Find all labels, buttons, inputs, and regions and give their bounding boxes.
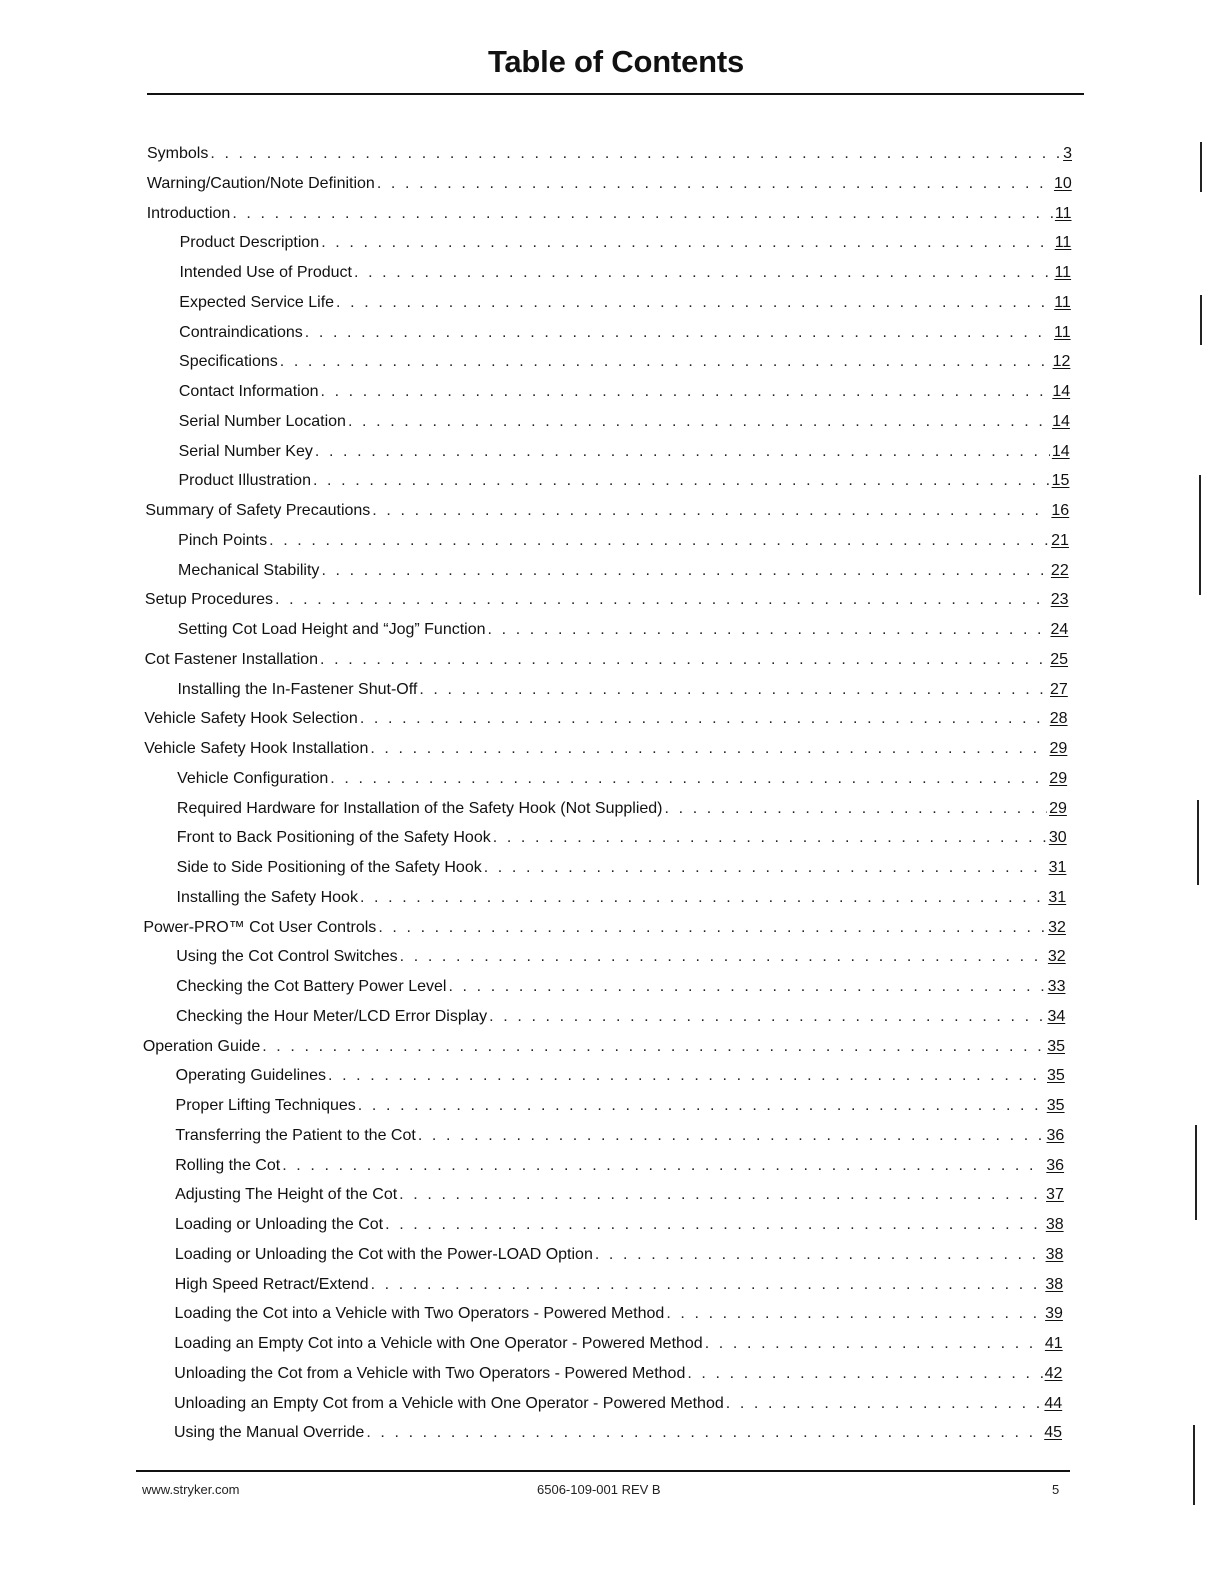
- footer-rule: [136, 1470, 1070, 1472]
- toc-entry[interactable]: [179, 412, 1070, 432]
- toc-dot-leader: [385, 1215, 1044, 1235]
- toc-dot-leader: [418, 1126, 1045, 1146]
- toc-dot-leader: [484, 858, 1047, 878]
- toc-entry-label: Vehicle Configuration: [177, 769, 329, 787]
- toc-entry[interactable]: [176, 977, 1065, 997]
- toc-entry-page-link[interactable]: 45: [1044, 1424, 1062, 1442]
- toc-entry-label: Loading an Empty Cot into a Vehicle with One Operator - Powered Method: [174, 1335, 703, 1352]
- toc-entry[interactable]: [147, 204, 1072, 224]
- toc-dot-leader: [232, 204, 1053, 224]
- toc-entry[interactable]: [178, 620, 1069, 640]
- toc-entry-page-link[interactable]: 29: [1049, 769, 1068, 787]
- toc-dot-leader: [358, 1096, 1045, 1116]
- toc-entry[interactable]: [175, 1156, 1064, 1176]
- toc-entry-page-link[interactable]: 30: [1048, 829, 1067, 847]
- toc-entry-page-link[interactable]: 29: [1049, 799, 1067, 817]
- toc-dot-leader: [666, 1304, 1043, 1324]
- toc-entry[interactable]: [179, 442, 1070, 462]
- toc-dot-leader: [665, 799, 1048, 819]
- toc-dot-leader: [687, 1364, 1042, 1384]
- toc-entry[interactable]: [179, 263, 1071, 283]
- toc-entry[interactable]: [174, 1394, 1062, 1414]
- toc-entry-label: Unloading the Cot from a Vehicle with Two Operators - Powered Method: [174, 1364, 686, 1382]
- toc-entry-label: Setting Cot Load Height and “Jog” Function: [177, 621, 486, 638]
- toc-entry-label: Using the Cot Control Switches: [176, 948, 398, 966]
- toc-entry[interactable]: [178, 471, 1069, 491]
- toc-entry-label: High Speed Retract/Extend: [174, 1275, 369, 1293]
- footer-page-number: 5: [1052, 1482, 1060, 1497]
- toc-dot-leader: [448, 977, 1045, 997]
- toc-entry-page-link[interactable]: 24: [1050, 621, 1069, 638]
- toc-entry-page-link[interactable]: 11: [1054, 264, 1072, 281]
- toc-entry-label: Rolling the Cot: [175, 1156, 281, 1174]
- toc-entry[interactable]: [143, 918, 1066, 938]
- scan-artifact: [1200, 142, 1202, 192]
- toc-entry[interactable]: [174, 1364, 1062, 1384]
- toc-dot-leader: [320, 650, 1048, 670]
- toc-entry-label: Contact Information: [178, 383, 319, 400]
- toc-dot-leader: [321, 233, 1052, 253]
- toc-entry-label: Loading or Unloading the Cot: [174, 1216, 384, 1233]
- toc-entry-label: Installing the Safety Hook: [176, 888, 358, 906]
- toc-dot-leader: [321, 561, 1048, 581]
- toc-entry-label: Cot Fastener Installation: [144, 650, 319, 668]
- toc-entry[interactable]: [177, 799, 1067, 819]
- toc-entry[interactable]: [144, 739, 1067, 759]
- toc-entry-label: Pinch Points: [178, 531, 268, 549]
- toc-entry-page-link[interactable]: 34: [1047, 1007, 1066, 1025]
- footer-document-number: 6506-109-001 REV B: [537, 1482, 661, 1497]
- toc-entry[interactable]: [179, 352, 1070, 372]
- toc-entry-page-link[interactable]: 37: [1046, 1186, 1064, 1204]
- toc-entry-page-link[interactable]: 33: [1047, 978, 1066, 995]
- toc-entry-label: Unloading an Empty Cot from a Vehicle with One Operator - Powered Method: [174, 1394, 724, 1412]
- toc-entry-page-link[interactable]: 14: [1051, 442, 1070, 460]
- toc-entry[interactable]: [175, 1126, 1064, 1146]
- toc-entry-label: Front to Back Positioning of the Safety Hook: [176, 829, 491, 847]
- toc-entry[interactable]: [179, 323, 1070, 343]
- toc-entry[interactable]: [175, 1275, 1063, 1295]
- toc-dot-leader: [493, 828, 1047, 848]
- toc-entry-label: Operating Guidelines: [175, 1067, 326, 1085]
- toc-dot-leader: [377, 174, 1052, 194]
- toc-entry[interactable]: [177, 858, 1067, 878]
- toc-entry[interactable]: [145, 590, 1069, 610]
- toc-entry-page-link[interactable]: 41: [1044, 1335, 1063, 1352]
- toc-entry-label: Loading or Unloading the Cot with the Power-LOAD Option: [174, 1245, 593, 1263]
- toc-entry-page-link[interactable]: 36: [1046, 1156, 1065, 1174]
- toc-entry-label: Product Illustration: [178, 472, 311, 490]
- toc-entry-label: Warning/Caution/Note Definition: [146, 174, 375, 192]
- toc-entry[interactable]: [176, 947, 1065, 967]
- toc-dot-leader: [360, 709, 1048, 729]
- toc-dot-leader: [330, 769, 1047, 789]
- toc-entry-page-link[interactable]: 14: [1052, 383, 1071, 400]
- scan-artifact: [1195, 1125, 1197, 1220]
- toc-entry-page-link[interactable]: 11: [1054, 234, 1072, 252]
- toc-entry-page-link[interactable]: 32: [1047, 948, 1066, 966]
- toc-entry[interactable]: [177, 828, 1067, 848]
- toc-dot-leader: [366, 1423, 1042, 1443]
- toc-entry-label: Side to Side Positioning of the Safety Hook: [176, 859, 482, 876]
- toc-dot-leader: [321, 382, 1051, 402]
- toc-entry[interactable]: [177, 888, 1067, 908]
- toc-entry-label: Intended Use of Product: [179, 264, 352, 281]
- toc-entry-page-link[interactable]: 35: [1047, 1037, 1066, 1055]
- toc-entry[interactable]: [145, 501, 1069, 521]
- toc-entry[interactable]: [175, 1304, 1063, 1324]
- toc-entry-page-link[interactable]: 25: [1050, 650, 1069, 668]
- toc-entry-page-link[interactable]: 21: [1051, 531, 1069, 549]
- toc-entry[interactable]: [175, 1245, 1064, 1265]
- toc-entry-page-link[interactable]: 14: [1052, 412, 1070, 430]
- toc-entry-page-link[interactable]: 3: [1063, 145, 1072, 162]
- toc-dot-leader: [280, 352, 1051, 372]
- scan-artifact: [1197, 800, 1199, 885]
- toc-entry-page-link[interactable]: 12: [1052, 353, 1071, 371]
- toc-dot-leader: [282, 1156, 1044, 1176]
- toc-dot-leader: [348, 412, 1050, 432]
- toc-entry[interactable]: [178, 561, 1069, 581]
- toc-entry[interactable]: [177, 769, 1067, 789]
- toc-entry-label: Required Hardware for Installation of the Safety Hook (Not Supplied): [176, 799, 663, 817]
- toc-entry-label: Specifications: [179, 353, 278, 371]
- toc-dot-leader: [372, 501, 1049, 521]
- toc-entry-label: Adjusting The Height of the Cot: [175, 1186, 398, 1204]
- toc-entry-label: Checking the Hour Meter/LCD Error Display: [175, 1007, 488, 1025]
- toc-entry-page-link[interactable]: 22: [1050, 561, 1069, 579]
- toc-entry[interactable]: [143, 1037, 1065, 1057]
- toc-entry-label: Expected Service Life: [179, 293, 335, 311]
- toc-dot-leader: [269, 531, 1049, 551]
- toc-entry-label: Mechanical Stability: [178, 561, 320, 579]
- toc-entry[interactable]: [176, 1007, 1065, 1027]
- scan-artifact: [1199, 475, 1201, 595]
- page-title: Table of Contents: [487, 44, 745, 79]
- toc-entry[interactable]: [144, 709, 1067, 729]
- toc-entry[interactable]: [145, 650, 1068, 670]
- toc-entry-page-link[interactable]: 35: [1046, 1067, 1065, 1085]
- toc-entry-page-link[interactable]: 31: [1048, 888, 1067, 906]
- toc-entry-label: Power-PRO™ Cot User Controls: [143, 918, 377, 936]
- toc-entry[interactable]: [147, 144, 1072, 164]
- toc-dot-leader: [328, 1066, 1045, 1086]
- toc-entry-page-link[interactable]: 10: [1053, 174, 1072, 192]
- toc-entry-label: Vehicle Safety Hook Installation: [144, 740, 369, 757]
- toc-entry-label: Loading the Cot into a Vehicle with Two Operators - Powered Method: [174, 1305, 665, 1323]
- toc-entry-page-link[interactable]: 29: [1049, 740, 1068, 757]
- toc-dot-leader: [399, 1185, 1044, 1205]
- toc-dot-leader: [305, 323, 1052, 343]
- toc-entry-page-link[interactable]: 36: [1046, 1126, 1065, 1144]
- toc-entry-page-link[interactable]: 11: [1054, 293, 1071, 311]
- toc-entry-page-link[interactable]: 15: [1051, 472, 1070, 490]
- toc-entry-label: Vehicle Safety Hook Selection: [144, 710, 358, 728]
- toc-entry-page-link[interactable]: 39: [1045, 1305, 1063, 1323]
- toc-entry-label: Checking the Cot Battery Power Level: [176, 978, 447, 995]
- toc-dot-leader: [315, 442, 1050, 462]
- toc-entry-label: Product Description: [179, 234, 320, 252]
- toc-entry[interactable]: [176, 1066, 1065, 1086]
- toc-entry-page-link[interactable]: 44: [1044, 1394, 1063, 1412]
- toc-entry-label: Introduction: [146, 204, 231, 222]
- toc-entry-label: Setup Procedures: [144, 591, 273, 609]
- toc-entry[interactable]: [174, 1334, 1062, 1354]
- toc-dot-leader: [378, 918, 1046, 938]
- toc-dot-leader: [489, 1007, 1045, 1027]
- toc-dot-leader: [313, 471, 1050, 491]
- toc-entry-label: Serial Number Key: [178, 442, 313, 460]
- scan-artifact: [1193, 1425, 1195, 1505]
- toc-entry-page-link[interactable]: 23: [1050, 591, 1069, 609]
- toc-entry[interactable]: [178, 531, 1069, 551]
- toc-dot-leader: [419, 680, 1048, 700]
- toc-entry-label: Contraindications: [179, 323, 303, 341]
- toc-entry-label: Serial Number Location: [178, 412, 346, 430]
- toc-entry-page-link[interactable]: 38: [1045, 1245, 1064, 1263]
- toc-dot-leader: [336, 293, 1052, 313]
- scan-artifact: [1200, 295, 1202, 345]
- toc-entry-page-link[interactable]: 35: [1046, 1097, 1065, 1114]
- toc-dot-leader: [354, 263, 1052, 283]
- toc-entry-page-link[interactable]: 28: [1049, 710, 1068, 728]
- toc-dot-leader: [400, 947, 1046, 967]
- toc-entry-page-link[interactable]: 11: [1054, 204, 1072, 222]
- toc-dot-leader: [360, 888, 1046, 908]
- toc-entry-label: Symbols: [147, 145, 209, 162]
- toc-dot-leader: [370, 739, 1047, 759]
- toc-entry-label: Operation Guide: [142, 1037, 261, 1055]
- toc-dot-leader: [488, 620, 1049, 640]
- toc-dot-leader: [705, 1334, 1043, 1354]
- toc-entry-page-link[interactable]: 32: [1048, 918, 1066, 936]
- toc-entry[interactable]: [180, 233, 1072, 253]
- toc-entry[interactable]: [175, 1215, 1064, 1235]
- toc-entry-label: Using the Manual Override: [174, 1424, 365, 1442]
- toc-entry-page-link[interactable]: 31: [1048, 859, 1067, 876]
- toc-dot-leader: [726, 1394, 1043, 1414]
- toc-entry-page-link[interactable]: 42: [1044, 1364, 1063, 1382]
- toc-dot-leader: [371, 1275, 1044, 1295]
- toc-entry[interactable]: [176, 1096, 1065, 1116]
- toc-entry[interactable]: [177, 680, 1067, 700]
- toc-entry-page-link[interactable]: 38: [1045, 1216, 1064, 1233]
- toc-entry[interactable]: [179, 382, 1070, 402]
- toc-entry-label: Transferring the Patient to the Cot: [175, 1126, 416, 1144]
- toc-entry-label: Installing the In-Fastener Shut-Off: [177, 680, 418, 698]
- toc-entry-page-link[interactable]: 27: [1050, 680, 1068, 698]
- toc-entry-page-link[interactable]: 16: [1051, 502, 1070, 519]
- toc-dot-leader: [210, 144, 1061, 164]
- toc-dot-leader: [595, 1245, 1044, 1265]
- footer-website[interactable]: www.stryker.com: [142, 1482, 240, 1497]
- toc-dot-leader: [275, 590, 1049, 610]
- toc-entry[interactable]: [179, 293, 1071, 313]
- toc-entry[interactable]: [175, 1185, 1064, 1205]
- toc-entry-label: Proper Lifting Techniques: [175, 1097, 356, 1114]
- toc-entry-page-link[interactable]: 11: [1053, 323, 1071, 341]
- toc-entry-page-link[interactable]: 38: [1045, 1275, 1064, 1293]
- toc-entry[interactable]: [147, 174, 1072, 194]
- toc-entry-label: Summary of Safety Precautions: [145, 502, 371, 519]
- toc-dot-leader: [262, 1037, 1045, 1057]
- toc-entry[interactable]: [174, 1423, 1062, 1443]
